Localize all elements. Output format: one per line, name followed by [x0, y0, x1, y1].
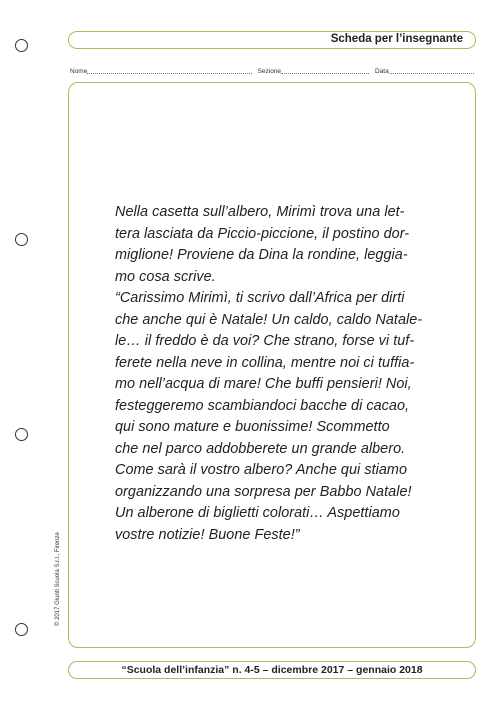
story-line: qui sono mature e buonissime! Scommetto	[115, 419, 390, 435]
story-line: mo cosa scrive.	[115, 268, 216, 285]
date-field[interactable]	[389, 73, 474, 74]
copyright-notice: © 2017 Giunti Scuola S.r.l., Firenze	[55, 532, 61, 626]
story-line: “Carissimo Mirimì, ti scrivo dall’Africa per dirti	[115, 290, 405, 306]
name-label: Nome	[70, 68, 88, 75]
story-line: ferete nella neve in collina, mentre noi ci tuffia-	[115, 354, 415, 371]
student-fields	[70, 68, 474, 75]
story-line: che anche qui è Natale! Un caldo, caldo Natale-	[115, 311, 423, 328]
section-label: Sezione	[257, 68, 282, 75]
binder-hole-3	[15, 428, 28, 441]
date-field-group	[375, 68, 474, 75]
story-line: festeggeremo scambiandoci bacche di cacao,	[115, 397, 410, 414]
story-line: miglione! Proviene da Dina la rondine, leggia-	[115, 247, 408, 263]
teacher-sheet-label: Scheda per l’insegnante	[327, 33, 467, 45]
story-line: vostre notizie! Buone Feste!”	[115, 526, 300, 543]
issue-info: “Scuola dell’infanzia” n. 4-5 – dicembre 2017 – gennaio 2018	[121, 664, 423, 676]
header-bar	[68, 31, 476, 49]
footer-bar	[68, 661, 476, 679]
story-line: tera lasciata da Piccio-piccione, il postino dor-	[115, 225, 410, 242]
story-line: Un alberone di biglietti colorati… Aspettiamo	[115, 505, 400, 521]
story-line: organizzando una sorpresa per Babbo Natale!	[115, 483, 412, 500]
story-line: che nel parco addobberete un grande albero.	[115, 440, 406, 457]
binder-hole-4	[15, 623, 28, 636]
name-field[interactable]	[87, 73, 251, 74]
story-line: le… il freddo è da voi? Che strano, forse vi tuf-	[115, 333, 415, 349]
binder-hole-2	[15, 233, 28, 246]
story-line: Come sarà il vostro albero? Anche qui stiamo	[115, 462, 408, 478]
binder-hole-1	[15, 39, 28, 52]
section-field-group	[258, 68, 369, 75]
date-label: Data	[374, 68, 389, 75]
section-field[interactable]	[281, 73, 369, 74]
name-field-group	[70, 68, 252, 75]
story-line: Nella casetta sull’albero, Mirimì trova una let-	[115, 204, 405, 220]
story-line: mo nell’acqua di mare! Che buffi pensieri! Noi,	[115, 376, 412, 392]
story-text	[115, 202, 467, 546]
